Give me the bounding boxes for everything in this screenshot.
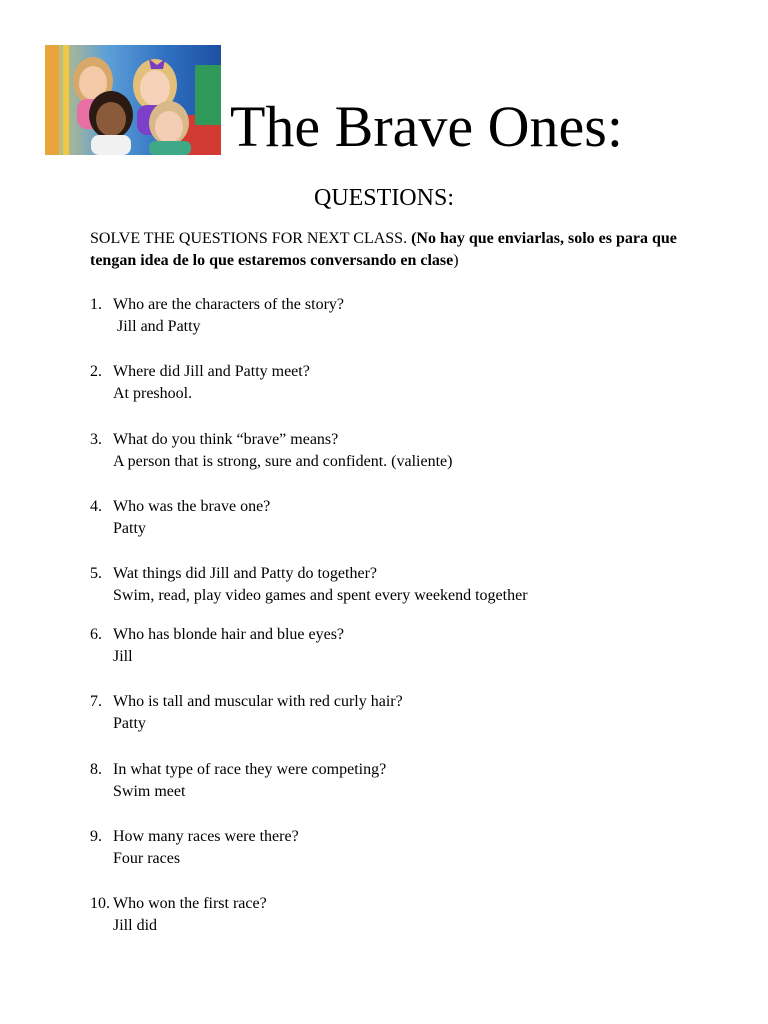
question-number: 10.	[90, 895, 110, 913]
question-list	[90, 294, 730, 961]
question-item	[90, 893, 730, 960]
question-number: 1.	[90, 296, 102, 313]
question-number: 7.	[90, 693, 102, 711]
question-number: 5.	[90, 565, 102, 583]
question-text: Who won the first race?	[113, 895, 267, 913]
question-text: Where did Jill and Patty meet?	[113, 363, 310, 381]
question-text: Who are the characters of the story?	[113, 296, 344, 313]
question-number: 3.	[90, 430, 102, 448]
instructions-plain: SOLVE THE QUESTIONS FOR NEXT CLASS.	[90, 230, 412, 247]
question-item	[90, 429, 730, 496]
question-item	[90, 361, 730, 428]
question-text: Who was the brave one?	[113, 497, 271, 515]
question-text: Wat things did Jill and Patty do together?	[113, 565, 378, 583]
question-text: Who has blonde hair and blue eyes?	[113, 626, 345, 644]
children-photo	[45, 45, 221, 155]
question-item	[90, 496, 730, 563]
answer-text: Patty	[113, 715, 146, 733]
question-item	[90, 759, 730, 826]
question-number: 8.	[90, 760, 102, 778]
answer-text: Jill did	[113, 917, 158, 935]
question-text: What do you think “brave” means?	[113, 430, 339, 448]
question-number: 2.	[90, 363, 102, 381]
instructions	[90, 228, 715, 272]
answer-text: At preshool.	[113, 385, 193, 403]
answer-text: Swim meet	[113, 782, 186, 800]
question-text: How many races were there?	[113, 828, 299, 846]
instructions-closing-paren: )	[453, 252, 459, 269]
question-item	[90, 691, 730, 758]
answer-text: Four races	[113, 850, 181, 868]
questions-heading: QUESTIONS:	[313, 185, 454, 211]
answer-text: Jill and Patty	[117, 318, 201, 335]
section-heading	[0, 186, 768, 210]
answer-text: Patty	[113, 519, 146, 537]
question-text: Who is tall and muscular with red curly hair?	[113, 693, 403, 711]
question-item	[90, 826, 730, 893]
answer-text: Jill	[113, 648, 133, 666]
question-item	[90, 294, 730, 361]
answer-text: A person that is strong, sure and confident. (valiente)	[113, 452, 453, 470]
instructions-bold: (No hay que enviarlas, solo es para que tengan idea de lo que estaremos conversando en clase	[90, 230, 677, 269]
question-item	[90, 624, 730, 691]
page-title: The Brave Ones:	[230, 94, 623, 159]
answer-text: Swim, read, play video games and spent every weekend together	[113, 587, 528, 605]
question-number: 9.	[90, 828, 102, 846]
question-text: In what type of race they were competing?	[113, 760, 387, 778]
question-number: 6.	[90, 626, 102, 644]
question-number: 4.	[90, 497, 102, 515]
question-item	[90, 563, 730, 630]
